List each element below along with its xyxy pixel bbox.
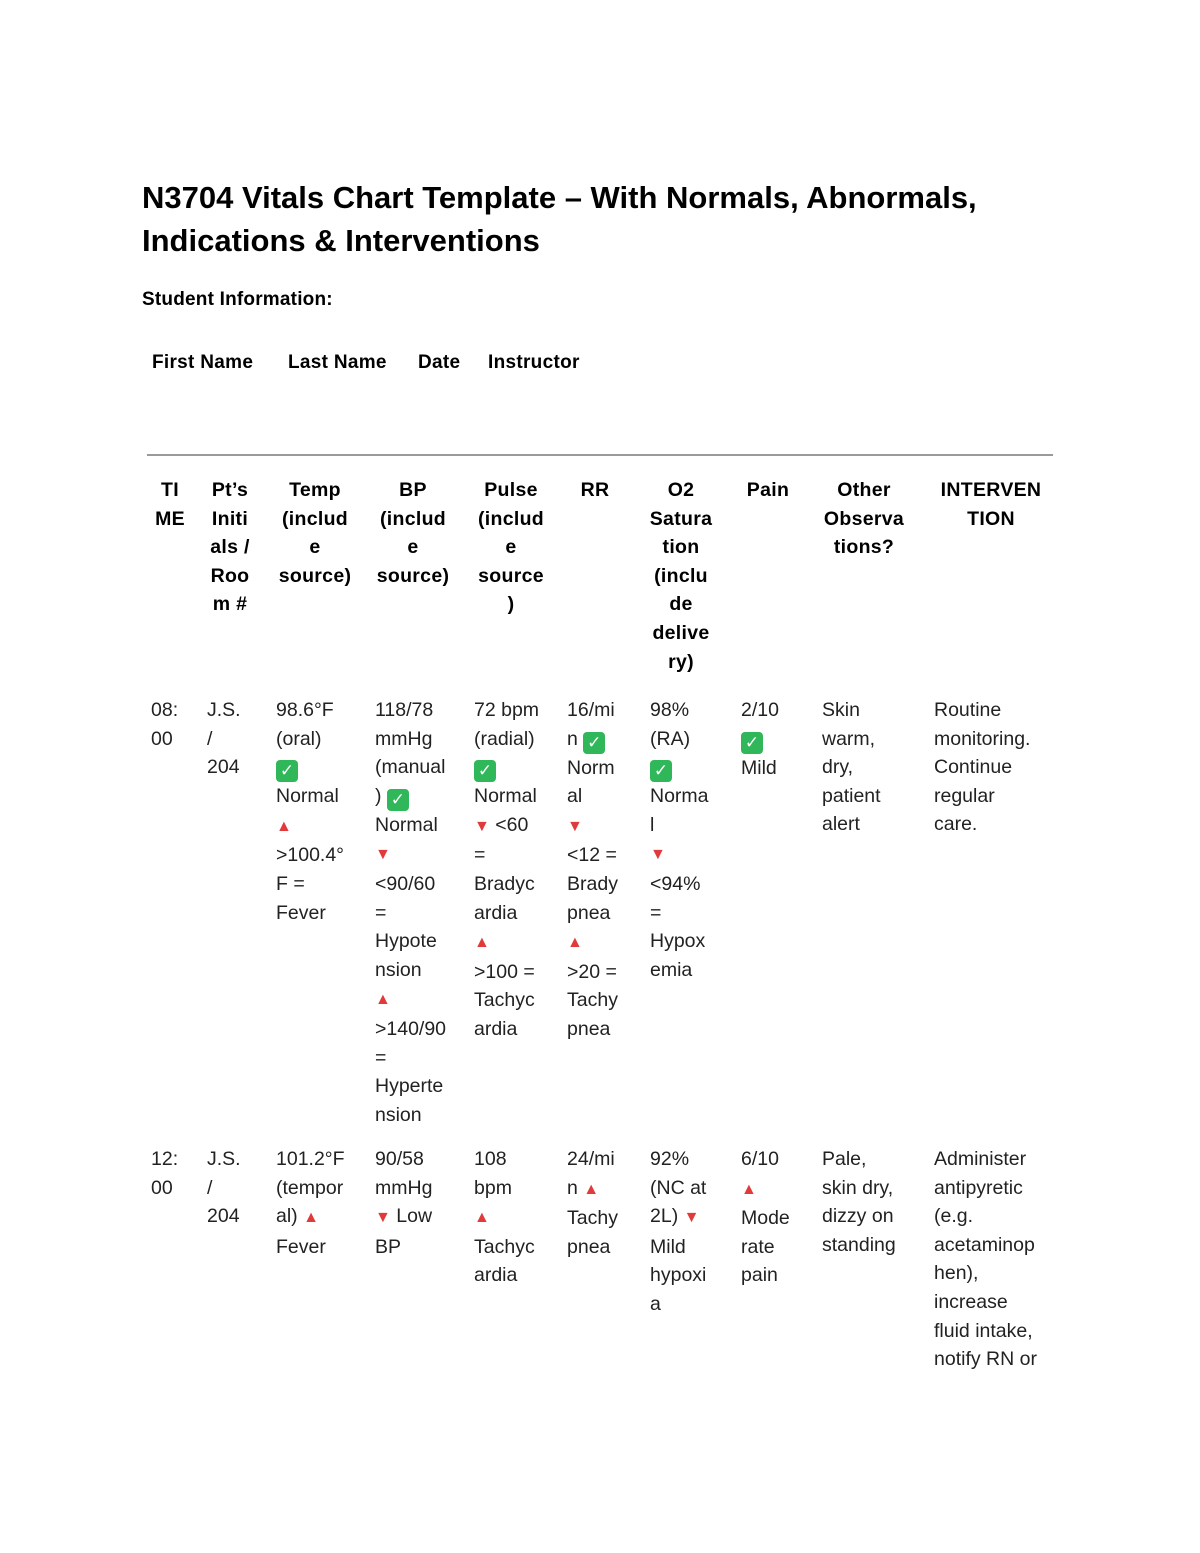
check-mark-icon: ✓	[650, 760, 672, 782]
cell-line: 204	[207, 756, 240, 779]
cell-line: rate	[741, 1235, 775, 1258]
cell-line: Mild	[650, 1235, 686, 1258]
cell-line: standing	[822, 1233, 896, 1256]
header-line: m #	[212, 593, 248, 616]
header-line: e	[505, 536, 517, 559]
cell-line: regular	[934, 784, 995, 807]
cell-line: (oral)	[276, 727, 322, 750]
cell-line: monitoring.	[934, 727, 1031, 750]
header-rr	[563, 476, 627, 505]
header-line: O2	[667, 479, 695, 501]
header-line: Pulse	[484, 479, 538, 501]
header-line: (includ	[379, 507, 446, 530]
student-info-label: Student Information:	[142, 289, 333, 310]
cell-line: 108	[474, 1148, 507, 1170]
cell-line: J.S.	[207, 699, 241, 721]
cell-line: =	[375, 901, 387, 924]
cell-line: (radial)	[474, 727, 535, 750]
check-mark-icon: ✓	[474, 760, 496, 782]
header-line: (inclu	[654, 564, 708, 587]
cell-line: hen),	[934, 1262, 979, 1285]
cell-line: hypoxi	[650, 1264, 707, 1287]
row-1-bp	[375, 696, 469, 1129]
red-up-triangle-icon: ▲	[567, 934, 583, 952]
cell-line: patient	[822, 784, 881, 807]
cell-line: ardia	[474, 1264, 518, 1287]
cell-line: 6/10	[741, 1148, 779, 1170]
row-1-rr	[567, 696, 641, 1044]
header-line: source)	[278, 564, 352, 587]
header-line: Pain	[746, 479, 790, 501]
header-line: Pt’s	[211, 479, 249, 501]
cell-line: (tempor	[276, 1176, 344, 1199]
cell-line: Hypox	[650, 930, 706, 953]
row-2-temp	[276, 1145, 372, 1261]
cell-line: ▼ Low	[375, 1205, 433, 1228]
row-2-intervention	[934, 1145, 1066, 1374]
cell-line: al	[567, 785, 583, 808]
cell-line: =	[375, 1046, 387, 1069]
red-down-triangle-icon: ▼	[375, 846, 391, 864]
cell-line: /	[207, 1176, 213, 1199]
red-down-triangle-icon: ▼	[650, 846, 666, 864]
cell-line: Continue	[934, 756, 1013, 779]
cell-line: 16/mi	[567, 699, 615, 721]
cell-line: Norma	[650, 785, 709, 808]
header-line: e	[309, 536, 321, 559]
cell-line: 98%	[650, 699, 690, 721]
table-top-rule	[147, 454, 1053, 456]
cell-line: Skin	[822, 699, 860, 721]
cell-line: Tachyc	[474, 989, 535, 1012]
cell-line: mmHg	[375, 727, 433, 750]
cell-line: >140/90	[375, 1017, 447, 1040]
cell-line: l	[650, 813, 655, 836]
red-up-triangle-icon: ▲	[474, 934, 490, 952]
row-1-o2-saturation	[650, 696, 730, 984]
cell-line: 101.2°F	[276, 1148, 345, 1170]
header-line: Observa	[823, 507, 905, 530]
header-line: BP	[399, 479, 427, 501]
cell-line: >20 =	[567, 960, 617, 983]
cell-line: Pale,	[822, 1148, 867, 1170]
row-2-pulse	[474, 1145, 566, 1290]
cell-line: /	[207, 727, 213, 750]
field-date: Date	[418, 352, 461, 373]
cell-line: pnea	[567, 1017, 611, 1040]
cell-line: Tachyc	[474, 1235, 535, 1258]
cell-line: Normal	[474, 785, 537, 808]
cell-line: dizzy on	[822, 1205, 894, 1228]
header-other-observations	[818, 476, 910, 562]
cell-line: Bradyc	[474, 872, 535, 895]
check-mark-icon: ✓	[583, 732, 605, 754]
row-2-initials-room	[207, 1145, 271, 1231]
header-line: Satura	[649, 507, 713, 530]
cell-line: 90/58	[375, 1148, 424, 1170]
row-2-o2-saturation	[650, 1145, 730, 1319]
header-line: (includ	[281, 507, 348, 530]
check-mark-icon: ✓	[276, 760, 298, 782]
cell-line: Tachy	[567, 1207, 618, 1230]
cell-line: Hypote	[375, 930, 437, 953]
cell-line: (manual	[375, 756, 446, 779]
header-intervention	[930, 476, 1052, 533]
red-up-triangle-icon: ▲	[303, 1209, 319, 1227]
header-line: Temp	[289, 479, 341, 501]
header-time	[147, 476, 193, 533]
document-title: N3704 Vitals Chart Template – With Normals, Abnormals, Indications & Interventions	[142, 180, 977, 258]
cell-line: Tachy	[567, 989, 618, 1012]
cell-line: Brady	[567, 872, 618, 895]
red-down-triangle-icon: ▼	[474, 817, 490, 835]
cell-line: warm,	[822, 727, 876, 750]
cell-line: 2L) ▼	[650, 1205, 700, 1228]
cell-line: Mild	[741, 756, 777, 779]
cell-line: 12:	[151, 1148, 179, 1170]
row-2-pain	[741, 1145, 813, 1290]
row-1-temp	[276, 696, 372, 927]
cell-line	[276, 753, 372, 782]
cell-line: <12 =	[567, 844, 617, 867]
cell-line	[276, 811, 372, 842]
cell-line	[741, 1174, 813, 1205]
header-line: e	[407, 536, 419, 559]
row-1-time	[151, 696, 207, 753]
cell-line: mmHg	[375, 1176, 433, 1199]
header-line: Initi	[211, 507, 249, 530]
cell-line: 08:	[151, 699, 179, 721]
red-down-triangle-icon: ▼	[567, 817, 583, 835]
cell-line: Administer	[934, 1148, 1027, 1170]
row-2-time	[151, 1145, 207, 1202]
row-2-bp	[375, 1145, 469, 1261]
cell-line: ) ✓	[375, 782, 469, 811]
cell-line	[474, 927, 566, 958]
cell-line: 00	[151, 727, 173, 750]
cell-line: 204	[207, 1205, 240, 1228]
cell-line: nsion	[375, 958, 422, 981]
header-pulse	[470, 476, 552, 619]
header-line: delive	[652, 621, 710, 644]
header-line: Other	[837, 479, 891, 501]
cell-line: antipyretic	[934, 1176, 1023, 1199]
header-line: (includ	[477, 507, 544, 530]
row-2-other-observations	[822, 1145, 924, 1259]
row-1-pulse	[474, 696, 566, 1044]
cell-line: Fever	[276, 901, 326, 924]
cell-line	[567, 811, 641, 842]
cell-line: n ✓	[567, 725, 641, 754]
row-2-rr	[567, 1145, 641, 1261]
header-line: TION	[967, 507, 1015, 530]
row-1-other-observations	[822, 696, 924, 839]
cell-line: 00	[151, 1176, 173, 1199]
check-mark-icon: ✓	[741, 732, 763, 754]
cell-line	[474, 753, 566, 782]
cell-line: emia	[650, 958, 693, 981]
cell-line: 118/78	[375, 699, 434, 721]
red-up-triangle-icon: ▲	[741, 1180, 757, 1198]
header-temp	[272, 476, 358, 590]
field-instructor: Instructor	[488, 352, 580, 373]
cell-line: a	[650, 1292, 661, 1315]
header-line: source	[478, 564, 544, 587]
red-up-triangle-icon: ▲	[375, 991, 391, 1009]
header-o2-saturation	[646, 476, 716, 676]
red-up-triangle-icon: ▲	[276, 817, 292, 835]
cell-line: fluid intake,	[934, 1319, 1033, 1342]
row-1-initials-room	[207, 696, 271, 782]
cell-line: (RA)	[650, 727, 691, 750]
red-up-triangle-icon: ▲	[583, 1180, 600, 1198]
cell-line: J.S.	[207, 1148, 241, 1170]
header-line: Roo	[210, 564, 250, 587]
cell-line: Normal	[276, 785, 339, 808]
cell-line: care.	[934, 813, 978, 836]
header-line: tions?	[833, 536, 895, 559]
cell-line: ardia	[474, 901, 518, 924]
header-line: ry)	[668, 650, 694, 673]
cell-line: pnea	[567, 901, 611, 924]
cell-line: (NC at	[650, 1176, 707, 1199]
cell-line	[474, 1202, 566, 1233]
cell-line	[741, 725, 813, 754]
cell-line	[375, 984, 469, 1015]
cell-line: 98.6°F	[276, 699, 334, 721]
cell-line: <90/60	[375, 872, 436, 895]
header-line: RR	[580, 479, 610, 501]
cell-line	[650, 753, 730, 782]
cell-line: 92%	[650, 1148, 690, 1170]
cell-line: Mode	[741, 1207, 790, 1230]
cell-line: skin dry,	[822, 1176, 894, 1199]
header-line: source)	[376, 564, 450, 587]
cell-line: Fever	[276, 1235, 326, 1258]
cell-line: BP	[375, 1235, 402, 1258]
header-initials-room	[203, 476, 257, 619]
header-line: )	[507, 593, 515, 616]
cell-line: ▼ <60	[474, 813, 529, 836]
row-1-intervention	[934, 696, 1066, 839]
cell-line	[650, 839, 730, 870]
header-line: INTERVEN	[940, 479, 1042, 501]
cell-line: nsion	[375, 1103, 422, 1126]
cell-line: Hyperte	[375, 1075, 444, 1098]
cell-line: Routine	[934, 699, 1002, 721]
check-mark-icon: ✓	[387, 789, 409, 811]
cell-line: notify RN or	[934, 1348, 1037, 1371]
cell-line: 2/10	[741, 699, 779, 721]
header-bp	[371, 476, 455, 590]
header-line: TI	[161, 479, 179, 501]
cell-line: Normal	[375, 813, 438, 836]
cell-line: ardia	[474, 1017, 518, 1040]
field-first-name: First Name	[152, 352, 254, 373]
cell-line: (e.g.	[934, 1205, 974, 1228]
cell-line: acetaminop	[934, 1233, 1035, 1256]
cell-line: pnea	[567, 1235, 611, 1258]
header-line: ME	[155, 507, 185, 530]
cell-line: 72 bpm	[474, 699, 540, 721]
header-line: de	[669, 593, 693, 616]
header-line: als /	[210, 536, 250, 559]
cell-line	[567, 927, 641, 958]
cell-line: n ▲	[567, 1176, 600, 1199]
cell-line: F =	[276, 872, 305, 895]
red-up-triangle-icon: ▲	[474, 1209, 490, 1227]
cell-line: bpm	[474, 1176, 512, 1199]
cell-line: =	[650, 901, 662, 924]
header-line: tion	[662, 536, 700, 559]
red-down-triangle-icon: ▼	[683, 1209, 700, 1227]
cell-line: Norm	[567, 756, 615, 779]
field-last-name: Last Name	[288, 352, 387, 373]
cell-line: dry,	[822, 756, 854, 779]
header-pain	[737, 476, 799, 505]
cell-line: alert	[822, 813, 860, 836]
cell-line: =	[474, 844, 486, 867]
cell-line: 24/mi	[567, 1148, 615, 1170]
cell-line	[375, 839, 469, 870]
cell-line: <94%	[650, 872, 701, 895]
cell-line: increase	[934, 1290, 1008, 1313]
red-down-triangle-icon: ▼	[375, 1209, 391, 1227]
cell-line: al) ▲	[276, 1205, 319, 1228]
row-1-pain	[741, 696, 813, 782]
cell-line: >100 =	[474, 960, 535, 983]
cell-line: >100.4°	[276, 844, 344, 867]
cell-line: pain	[741, 1264, 778, 1287]
